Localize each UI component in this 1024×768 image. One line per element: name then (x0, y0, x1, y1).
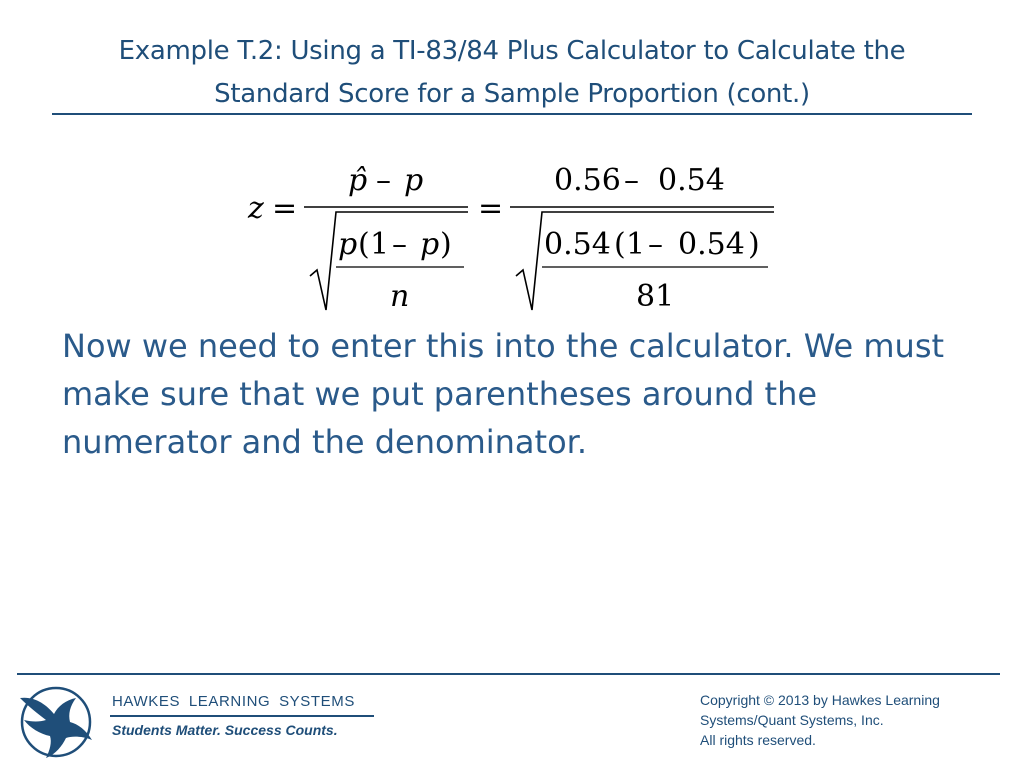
formula-equals-2: = (478, 191, 504, 226)
formula-value-phat: 0.56 (554, 163, 621, 198)
formula-minus-3: – (624, 163, 639, 198)
formula-z: z (248, 191, 264, 226)
formula-value-p-3: 0.54 (678, 227, 745, 262)
formula-graphic (240, 150, 800, 320)
z-score-formula (240, 150, 800, 320)
formula-value-p-2: 0.54 (544, 227, 611, 262)
formula-minus-4: – (648, 227, 663, 262)
body-paragraph: Now we need to enter this into the calculator. We must make sure that we put parentheses around the numerator and the denominator. (62, 327, 945, 461)
slide-title-line-2: Standard Score for a Sample Proportion (cont.) (214, 79, 810, 109)
formula-one-2: 1 (626, 227, 646, 262)
formula-rparen-2: ) (748, 227, 760, 262)
formula-minus-2: – (392, 227, 407, 262)
formula-phat: p̂ (348, 163, 368, 198)
brand-tagline: Students Matter. Success Counts. (112, 722, 338, 738)
formula-lparen-2: ( (614, 227, 626, 262)
hawk-logo-icon (16, 684, 98, 760)
copyright-line-3: All rights reserved. (700, 732, 816, 748)
formula-p-3: p (420, 227, 440, 262)
formula-lparen-1: ( (358, 227, 370, 262)
copyright-line-2: Systems/Quant Systems, Inc. (700, 712, 884, 728)
copyright-line-1: Copyright © 2013 by Hawkes Learning (700, 692, 940, 708)
formula-one-1: 1 (370, 227, 390, 262)
title-divider (52, 113, 972, 115)
copyright-notice (700, 690, 1010, 750)
formula-rparen-1: ) (440, 227, 452, 262)
formula-p-1: p (404, 163, 424, 198)
formula-minus-1: – (376, 163, 391, 198)
formula-value-p-1: 0.54 (658, 163, 725, 198)
footer-divider (17, 673, 1000, 675)
formula-p-2: p (338, 227, 358, 262)
slide-title-line-1: Example T.2: Using a TI-83/84 Plus Calculator to Calculate the (118, 36, 906, 66)
brand-name: HAWKES LEARNING SYSTEMS (112, 693, 355, 710)
brand-divider (110, 715, 374, 717)
slide-title (52, 30, 972, 116)
formula-n: n (390, 279, 410, 314)
formula-value-n: 81 (636, 279, 675, 314)
formula-equals-1: = (272, 191, 298, 226)
